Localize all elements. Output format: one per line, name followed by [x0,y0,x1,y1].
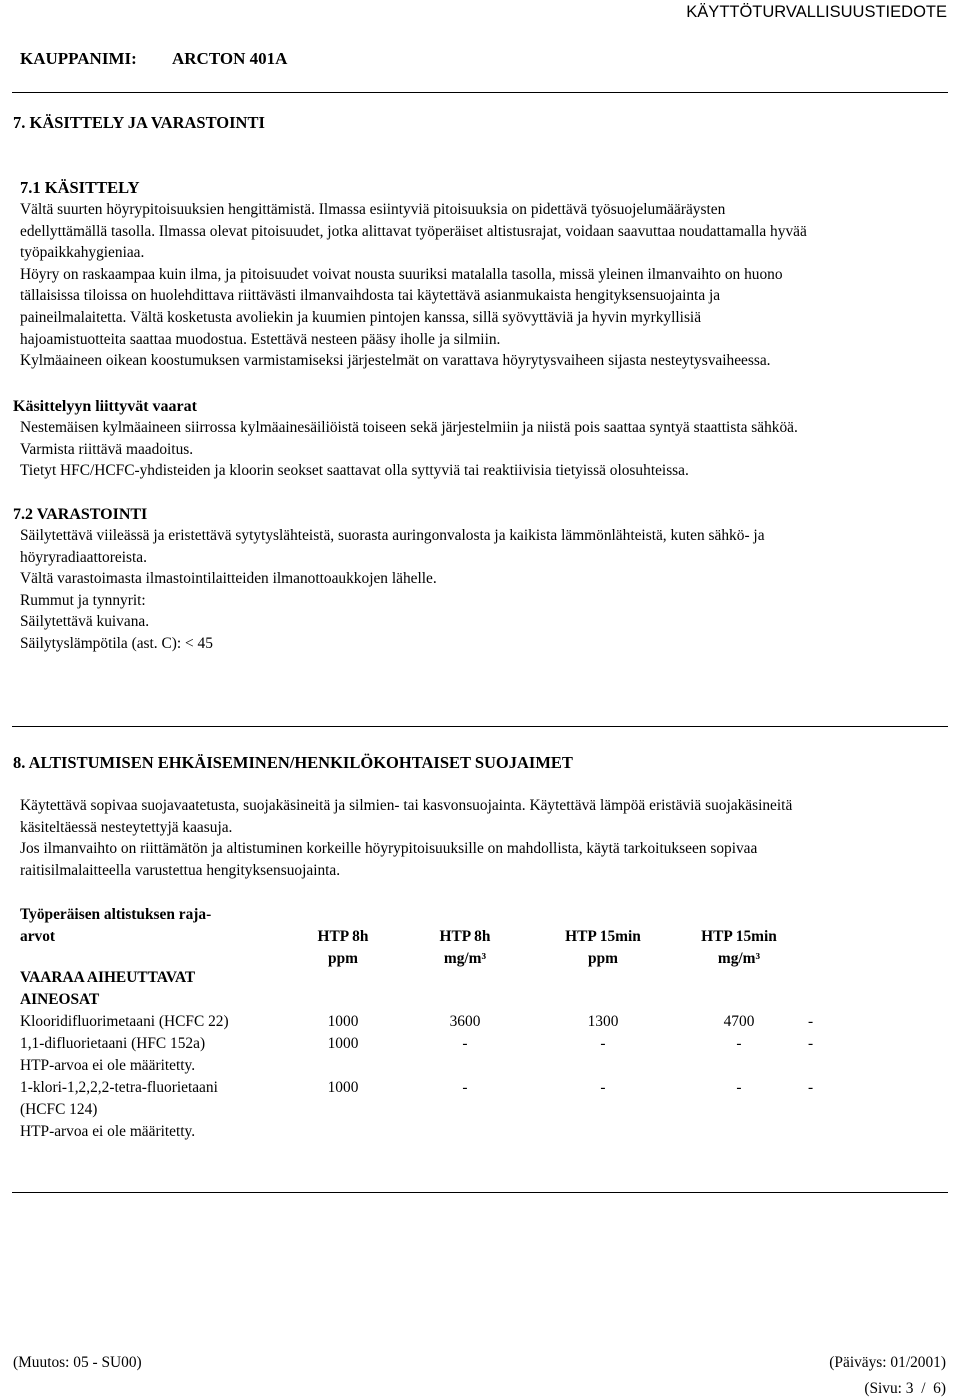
text-line: Tietyt HFC/HCFC-yhdisteiden ja kloorin seokset saattavat olla syttyviä tai reaktiivisia tietyissä olosuhteissa. [20,462,689,480]
text-line: paineilmalaitetta. Vältä kosketusta avoliekin ja kuumien pintojen kanssa, sillä syövyttäviä ja hyvin myrkyllisiä [20,308,702,326]
hazards-title: Käsittelyyn liittyvät vaarat [13,398,197,415]
trade-name-label: KAUPPANIMI: [20,49,137,68]
header-line: HTP 15min [565,928,641,945]
table-cell: - [736,1035,742,1052]
table-cell: - [600,1079,606,1096]
text-line: työpaikkahygieniaa. [20,244,145,262]
table-cell: - [808,1013,814,1030]
text-line: hajoamistuotteita saattaa muodostua. Estettävä nesteen pääsy iholle ja silmiin. [20,330,501,348]
revision-info: (Muutos: 05 - SU00) [13,1354,142,1371]
header-rule [12,92,948,93]
table-cell: - [462,1035,468,1052]
document-title: KÄYTTÖTURVALLISUUSTIEDOTE [686,3,947,21]
table-cell: 1300 [587,1013,619,1030]
storage-title: 7.2 VARASTOINTI [13,506,148,523]
page-number: (Sivu: 3 / 6) [864,1380,946,1397]
hazards-text [20,417,945,482]
table-cell: - [736,1079,742,1096]
text-line: Nestemäisen kylmäaineen siirrossa kylmäainesäiliöistä toiseen sekä järjestelmiin ja niistä pois saattaa syntyä staattista sähköä. [20,419,798,436]
label-line: arvot [20,927,56,945]
header-line: HTP 15min [701,928,777,945]
text-line: Säilytettävä viileässä ja eristettävä sytytyslähteistä, suorasta auringonvalosta ja kaikista lämmönlähteistä, kuten sähkö- ja [20,527,765,544]
header-line: ppm [328,949,358,967]
text-line: Vältä suurten höyrypitoisuuksien hengittämistä. Ilmassa esiintyviä pitoisuuksia on pidettävä työsuojelumääräysten [20,201,726,218]
substance-name: 1,1-difluorietaani (HFC 152a) [20,1035,206,1052]
label-line: VAARAA AIHEUTTAVAT [20,969,196,986]
storage-text [20,525,945,655]
column-header [548,926,658,969]
substance-note: HTP-arvoa ei ole määritetty. [20,1057,196,1074]
text-line: käsiteltäessä nesteytettyjä kaasuja. [20,818,233,836]
table-cell: - [808,1079,814,1096]
text-line: raitisilmalaitteella varustettua hengityksensuojainta. [20,861,341,879]
table-cell: 1000 [327,1079,359,1096]
column-header [288,926,398,969]
substance-name: 1-klori-1,2,2,2-tetra-fluorietaani [20,1079,218,1096]
section-rule [12,1192,948,1193]
exposure-limits-label [20,904,211,947]
section-7-title: 7. KÄSITTELY JA VARASTOINTI [13,113,265,132]
trade-name-value: ARCTON 401A [172,49,288,68]
column-header [410,926,520,969]
text-line: Jos ilmanvaihto on riittämätön ja altistuminen korkeille höyrypitoisuuksille on mahdollista, käytä tarkoitukseen sopivaa [20,840,758,858]
text-line: Säilytyslämpötila (ast. C): < 45 [20,634,213,652]
substance-name: Klooridifluorimetaani (HCFC 22) [20,1013,229,1030]
table-cell: - [462,1079,468,1096]
header-line: HTP 8h [317,928,369,945]
section-rule [12,726,948,727]
text-line: Rummut ja tynnyrit: [20,591,146,609]
text-line: tällaisissa tiloissa on huolehdittava riittävästi ilmanvaihdosta tai käytettävä asianmukaista hengityksensuojainta ja [20,287,721,305]
text-line: höyryradiaattoreista. [20,548,147,566]
substance-name-continued: (HCFC 124) [20,1101,98,1118]
table-cell: - [808,1035,814,1052]
substance-note: HTP-arvoa ei ole määritetty. [20,1123,196,1140]
table-cell: 1000 [327,1035,359,1052]
table-cell: 4700 [723,1013,755,1030]
text-line: Varmista riittävä maadoitus. [20,440,194,458]
hazardous-components-label [20,967,195,1010]
handling-text [20,199,945,372]
label-line: Työperäisen altistuksen raja- [20,906,212,923]
table-cell: 1000 [327,1013,359,1030]
date-info: (Päiväys: 01/2001) [829,1354,946,1371]
text-line: Vältä varastoimasta ilmastointilaitteiden ilmanottoaukkojen lähelle. [20,570,437,588]
protection-text [20,795,945,881]
header-line: mg/m³ [717,949,761,967]
table-cell: - [600,1035,606,1052]
text-line: edellyttämällä tasolla. Ilmassa olevat pitoisuudet, jotka alittavat työperäiset altistusrajat, voidaan saavuttaa noudattamalla hyvää [20,222,807,240]
header-line: HTP 8h [439,928,491,945]
header-line: mg/m³ [443,949,487,967]
text-line: Säilytettävä kuivana. [20,613,150,631]
table-cell: 3600 [449,1013,481,1030]
handling-title: 7.1 KÄSITTELY [20,178,140,197]
text-line: Kylmäaineen oikean koostumuksen varmistamiseksi järjestelmät on varattava höyrytysvaiheen sijasta nesteytysvaiheessa. [20,352,771,370]
header-line: ppm [588,949,618,967]
column-header [684,926,794,969]
text-line: Käytettävä sopivaa suojavaatetusta, suojakäsineitä ja silmien- tai kasvonsuojainta. Käytettävä lämpöä eristäviä suojakäsineitä [20,797,793,814]
label-line: AINEOSAT [20,990,100,1008]
section-8-title: 8. ALTISTUMISEN EHKÄISEMINEN/HENKILÖKOHTAISET SUOJAIMET [13,753,573,772]
text-line: Höyry on raskaampaa kuin ilma, ja pitoisuudet voivat nousta suuriksi matalalla tasolla, missä yleinen ilmanvaihto on huono [20,265,783,283]
